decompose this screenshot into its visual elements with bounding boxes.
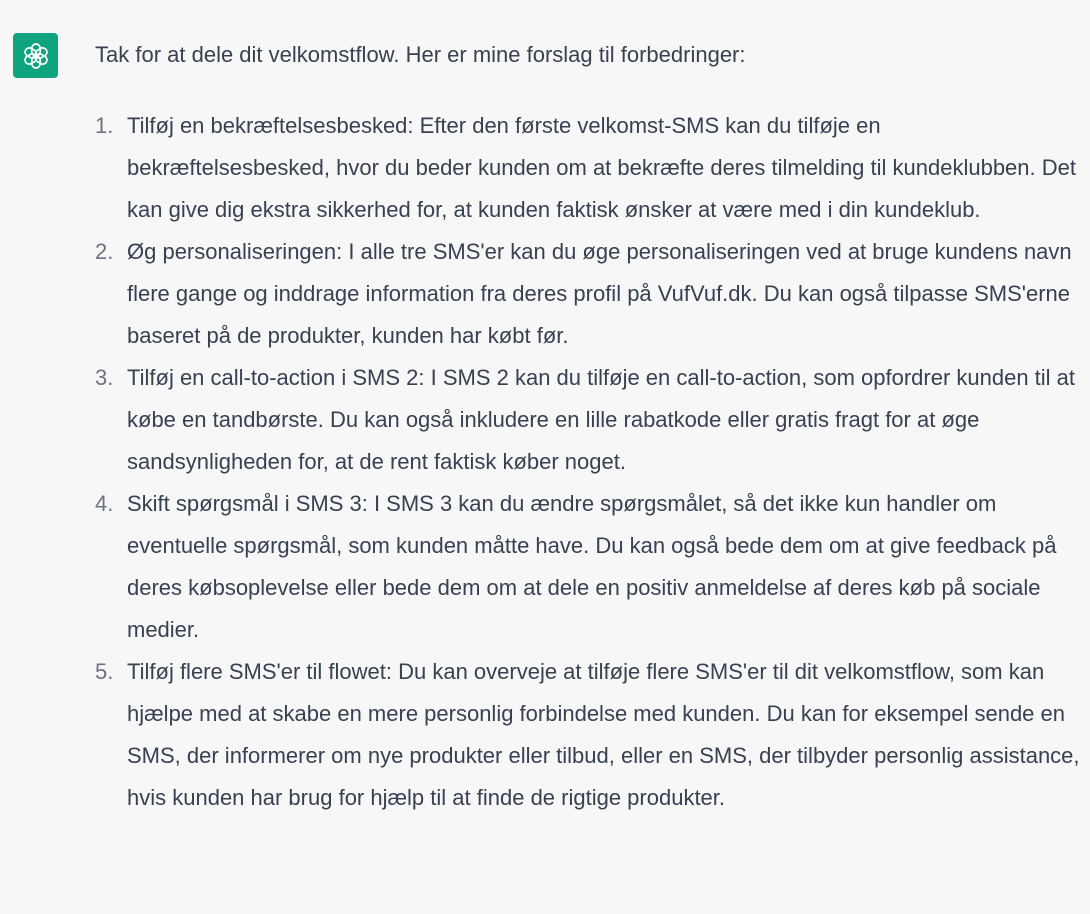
openai-logo-icon [21, 41, 51, 71]
list-item-text: Øg personaliseringen: I alle tre SMS'er kan du øge personaliseringen ved at bruge kundens navn flere gange og inddrage information fra deres profil på VufVuf.dk. Du kan også tilpasse SMS'erne baseret på de produkter, kunden har købt før. [127, 239, 1072, 348]
message-content [95, 34, 1080, 819]
list-item [95, 651, 1080, 819]
list-item-number: 5. [95, 659, 114, 684]
list-item-text: Tilføj flere SMS'er til flowet: Du kan overveje at tilføje flere SMS'er til dit velkomstflow, som kan hjælpe med at skabe en mere personlig forbindelse med kunden. Du kan for eksempel sende en SMS, der informerer om nye produkter eller tilbud, eller en SMS, der tilbyder personlig assistance, hvis kunden har brug for hjælp til at finde de rigtige produkter. [127, 659, 1080, 810]
list-item-number: 2. [95, 239, 114, 264]
list-item [95, 105, 1080, 231]
list-item-text: Tilføj en call-to-action i SMS 2: I SMS 2 kan du tilføje en call-to-action, som opfordrer kunden til at købe en tandbørste. Du kan også inkludere en lille rabatkode eller gratis fragt for at øge sandsynligheden for, at de rent faktisk køber noget. [127, 365, 1076, 474]
list-item [95, 357, 1080, 483]
list-item-text: Skift spørgsmål i SMS 3: I SMS 3 kan du ændre spørgsmålet, så det ikke kun handler om eventuelle spørgsmål, som kunden måtte have. Du kan også bede dem om at give feedback på deres købsoplevelse eller bede dem om at dele en positiv anmeldelse af deres køb på sociale medier. [127, 491, 1057, 642]
list-item [95, 231, 1080, 357]
suggestion-list [95, 105, 1080, 819]
list-item-number: 3. [95, 365, 114, 390]
list-item-number: 1. [95, 113, 114, 138]
assistant-avatar [13, 33, 58, 78]
list-item [95, 483, 1080, 651]
message-intro: Tak for at dele dit velkomstflow. Her er mine forslag til forbedringer: [95, 42, 746, 67]
list-item-number: 4. [95, 491, 114, 516]
list-item-text: Tilføj en bekræftelsesbesked: Efter den første velkomst-SMS kan du tilføje en bekræftelsesbesked, hvor du beder kunden om at bekræfte deres tilmelding til kundeklubben. Det kan give dig ekstra sikkerhed for, at kunden faktisk ønsker at være med i din kundeklub. [127, 113, 1076, 222]
